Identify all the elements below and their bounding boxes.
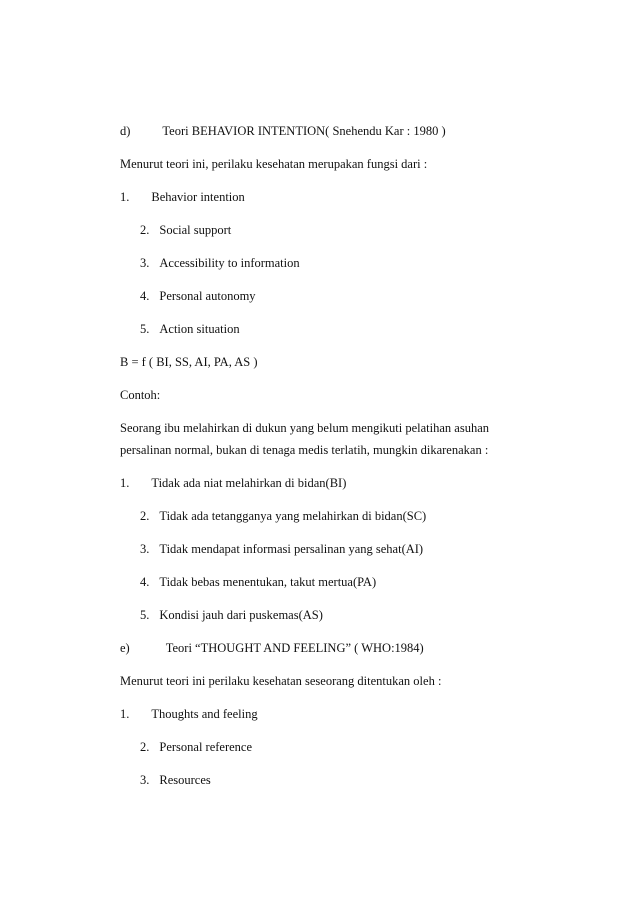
- list-text: Tidak ada niat melahirkan di bidan(BI): [151, 476, 347, 490]
- section-e-heading: [120, 640, 424, 656]
- list-number: 1.: [120, 190, 130, 204]
- list-text: Kondisi jauh dari puskemas(AS): [159, 608, 323, 622]
- section-e-intro: Menurut teori ini perilaku kesehatan seseorang ditentukan oleh :: [120, 674, 442, 688]
- section-e-list-item-2: [140, 739, 252, 755]
- example-list-item-4: [140, 574, 376, 590]
- example-label: Contoh:: [120, 388, 161, 402]
- section-e-marker: e): [120, 641, 130, 655]
- list-text: Tidak mendapat informasi persalinan yang sehat(AI): [159, 542, 424, 556]
- list-text: Personal autonomy: [159, 289, 256, 303]
- example-list-item-1: [120, 475, 346, 491]
- list-text: Accessibility to information: [159, 256, 300, 270]
- list-text: Resources: [159, 773, 211, 787]
- example-paragraph-line-2: persalinan normal, bukan di tenaga medis terlatih, mungkin dikarenakan :: [120, 443, 489, 457]
- section-d-marker: d): [120, 124, 131, 138]
- section-d-formula: B = f ( BI, SS, AI, PA, AS ): [120, 355, 258, 369]
- list-text: Tidak bebas menentukan, takut mertua(PA): [159, 575, 377, 589]
- list-number: 2.: [140, 740, 150, 754]
- section-d-list-item-2: [140, 222, 231, 238]
- list-number: 5.: [140, 322, 150, 336]
- list-text: Tidak ada tetangganya yang melahirkan di bidan(SC): [159, 509, 427, 523]
- list-number: 3.: [140, 773, 150, 787]
- list-number: 3.: [140, 256, 150, 270]
- section-d-title: Teori BEHAVIOR INTENTION( Snehendu Kar : 1980 ): [162, 124, 446, 138]
- list-text: Social support: [159, 223, 232, 237]
- example-list-item-2: [140, 508, 426, 524]
- list-number: 4.: [140, 289, 150, 303]
- list-text: Action situation: [159, 322, 240, 336]
- list-number: 5.: [140, 608, 150, 622]
- section-d-list-item-4: [140, 288, 256, 304]
- list-number: 2.: [140, 223, 150, 237]
- section-d-list-item-3: [140, 255, 300, 271]
- example-list-item-3: [140, 541, 423, 557]
- list-text: Behavior intention: [151, 190, 245, 204]
- list-text: Thoughts and feeling: [151, 707, 258, 721]
- example-list-item-5: [140, 607, 323, 623]
- list-number: 4.: [140, 575, 150, 589]
- section-d-heading: [120, 123, 446, 139]
- list-number: 3.: [140, 542, 150, 556]
- section-d-list-item-1: [120, 189, 245, 205]
- section-d-intro: Menurut teori ini, perilaku kesehatan merupakan fungsi dari :: [120, 157, 428, 171]
- section-d-list-item-5: [140, 321, 240, 337]
- example-paragraph-line-1: Seorang ibu melahirkan di dukun yang belum mengikuti pelatihan asuhan: [120, 421, 490, 435]
- list-number: 1.: [120, 476, 130, 490]
- list-number: 2.: [140, 509, 150, 523]
- section-e-title: Teori “THOUGHT AND FEELING” ( WHO:1984): [165, 641, 424, 655]
- list-number: 1.: [120, 707, 130, 721]
- list-text: Personal reference: [159, 740, 253, 754]
- section-e-list-item-3: [140, 772, 211, 788]
- section-e-list-item-1: [120, 706, 258, 722]
